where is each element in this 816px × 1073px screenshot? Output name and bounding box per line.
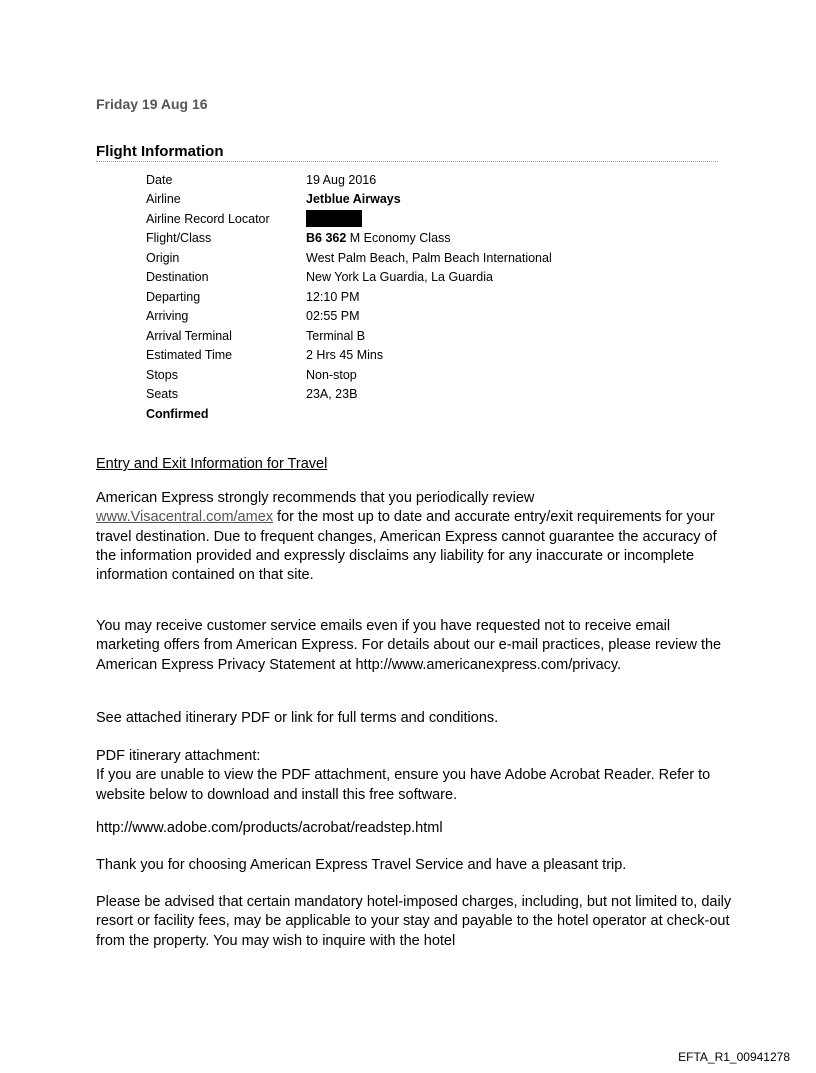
row-label: Stops xyxy=(146,367,178,382)
row-value: 2 Hrs 45 Mins xyxy=(306,348,384,363)
adobe-url: http://www.adobe.com/products/acrobat/readstep.html xyxy=(96,820,443,836)
row-label: Date xyxy=(146,172,173,187)
document-code: EFTA_R1_00941278 xyxy=(678,1050,790,1064)
flight-row-flight-class xyxy=(146,229,552,249)
row-value: 12:10 PM xyxy=(306,289,360,304)
row-label: Origin xyxy=(146,250,180,265)
row-value: Non-stop xyxy=(306,367,357,382)
entry-exit-paragraph xyxy=(96,489,736,585)
row-value: 23A, 23B xyxy=(306,387,358,402)
flight-class-value xyxy=(306,229,552,249)
entry-exit-intro: American Express strongly recommends that you periodically review xyxy=(96,490,535,506)
booking-status: Confirmed xyxy=(146,406,209,421)
airline-name: Jetblue Airways xyxy=(306,192,401,207)
record-locator-value xyxy=(306,209,552,229)
thank-you-paragraph: Thank you for choosing American Express Travel Service and have a pleasant trip. xyxy=(96,857,627,873)
row-value: West Palm Beach, Palm Beach International xyxy=(306,250,552,265)
row-label: Estimated Time xyxy=(146,348,233,363)
pdf-attachment-body: If you are unable to view the PDF attachment, ensure you have Adobe Acrobat Reader. Refer to website below to download and install this free software. xyxy=(96,767,711,803)
row-label: Arriving xyxy=(146,309,189,324)
flight-row-seats xyxy=(146,385,552,405)
row-label: Airline Record Locator xyxy=(146,211,270,226)
flight-row-date xyxy=(146,170,552,190)
entry-exit-title: Entry and Exit Information for Travel xyxy=(96,456,328,472)
row-value: 02:55 PM xyxy=(306,309,360,324)
row-label: Seats xyxy=(146,387,178,402)
flight-information-title: Flight Information xyxy=(96,143,718,162)
flight-row-arrival-terminal xyxy=(146,326,552,346)
row-value: Terminal B xyxy=(306,328,366,343)
redaction-box xyxy=(306,210,362,227)
hotel-charges-paragraph: Please be advised that certain mandatory hotel-imposed charges, including, but not limited to, daily resort or facility fees, may be applicable to your stay and payable to the hotel operator at check-out from the property. You may wish to inquire with the hotel xyxy=(96,894,732,949)
flight-row-estimated-time xyxy=(146,346,552,366)
row-label: Arrival Terminal xyxy=(146,328,232,343)
row-label: Airline xyxy=(146,192,181,207)
flight-row-status xyxy=(146,404,552,424)
row-value: New York La Guardia, La Guardia xyxy=(306,270,493,285)
flight-row-stops xyxy=(146,365,552,385)
entry-exit-body: for the most up to date and accurate entry/exit requirements for your travel destination. Due to frequent changes, American Express cannot guarantee the accuracy of the information provided and expressly disclaims any liability for any inaccurate or incomplete information contained on that site. xyxy=(96,509,717,584)
pdf-attachment-paragraph xyxy=(96,747,736,805)
fare-class: M Economy Class xyxy=(349,231,451,246)
flight-row-arriving xyxy=(146,307,552,327)
visacentral-link[interactable]: www.Visacentral.com/amex xyxy=(96,509,274,526)
flight-row-destination xyxy=(146,268,552,288)
pdf-attachment-heading: PDF itinerary attachment: xyxy=(96,748,261,764)
flight-number: B6 362 xyxy=(306,231,347,246)
flight-row-departing xyxy=(146,287,552,307)
terms-paragraph: See attached itinerary PDF or link for full terms and conditions. xyxy=(96,710,499,726)
flight-row-airline xyxy=(146,190,552,210)
flight-row-record-locator xyxy=(146,209,552,229)
row-label: Departing xyxy=(146,289,201,304)
email-practices-paragraph: You may receive customer service emails even if you have requested not to receive email marketing offers from American Express. For details about our e-mail practices, please review the American Express Privacy Statement at http://www.americanexpress.com/privacy. xyxy=(96,618,722,673)
row-value: 19 Aug 2016 xyxy=(306,172,377,187)
row-label: Destination xyxy=(146,270,209,285)
itinerary-date-heading: Friday 19 Aug 16 xyxy=(96,96,208,112)
row-label: Flight/Class xyxy=(146,231,212,246)
flight-details-table xyxy=(146,170,552,424)
flight-row-origin xyxy=(146,248,552,268)
